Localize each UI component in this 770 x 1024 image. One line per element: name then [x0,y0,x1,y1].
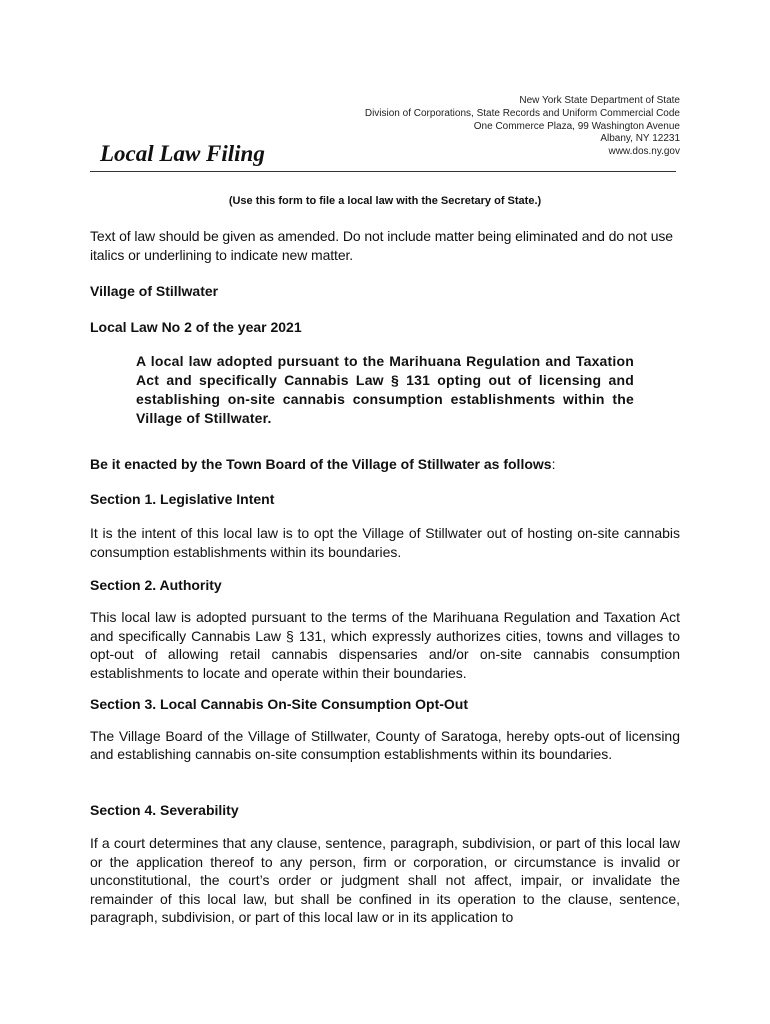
department-website: www.dos.ny.gov [608,146,680,158]
section-heading: Section 1. Legislative Intent [90,491,275,507]
section-text: It is the intent of this local law is to opt the Village of Stillwater out of hosting on-site cannabis consumption establishments within its boundaries. [90,525,680,560]
section-heading: Section 2. Authority [90,577,222,593]
local-law-purpose: A local law adopted pursuant to the Marihuana Regulation and Taxation Act and specifically Cannabis Law § 131 opting out of licensing and establishing on-site cannabis consumption establishments within the Village of Stillwater. [136,353,634,426]
enactment-colon: : [551,456,556,472]
title-divider [90,171,676,172]
section-text: If a court determines that any clause, sentence, paragraph, subdivision, or part of this local law or the application thereof to any person, firm or corporation, or circumstance is invalid or unconstitutional, the court’s order or judgment shall not affect, impair, or invalidate the remainder of this local law, but shall be confined in its operation to the clause, sentence, paragraph, subdivision, or part of this local law or in its application to [90,835,680,926]
section-heading: Section 3. Local Cannabis On-Site Consumption Opt-Out [90,696,469,712]
department-line: Division of Corporations, State Records and Uniform Commercial Code [364,107,680,119]
form-usage-note: (Use this form to file a local law with the Secretary of State.) [228,195,542,207]
text-of-law-instruction: Text of law should be given as amended. Do not include matter being eliminated and do not use italics or underlining to indicate new matter. [90,228,673,263]
section-heading: Section 4. Severability [90,802,239,818]
local-law-number: Local Law No 2 of the year 2021 [90,319,302,335]
enactment-clause [90,455,680,474]
department-line: One Commerce Plaza, 99 Washington Avenue [473,120,680,132]
department-line: New York State Department of State [519,95,680,106]
enactment-text: Be it enacted by the Town Board of the Village of Stillwater as follows [90,456,552,472]
municipality-name: Village of Stillwater [90,283,219,299]
section-text: This local law is adopted pursuant to the terms of the Marihuana Regulation and Taxation Act and specifically Cannabis Law § 131, which expressly authorizes cities, towns and villages to opt-out of allowing retail cannabis dispensaries and/or on-site cannabis consumption establishments to locate and operate within their boundaries. [90,609,680,682]
section-text: The Village Board of the Village of Stillwater, County of Saratoga, hereby opts-out of licensing and establishing cannabis on-site consumption establishments within its boundaries. [90,728,680,762]
department-line: Albany, NY 12231 [600,133,680,145]
department-address-block [300,95,680,159]
form-title: Local Law Filing [100,141,265,166]
